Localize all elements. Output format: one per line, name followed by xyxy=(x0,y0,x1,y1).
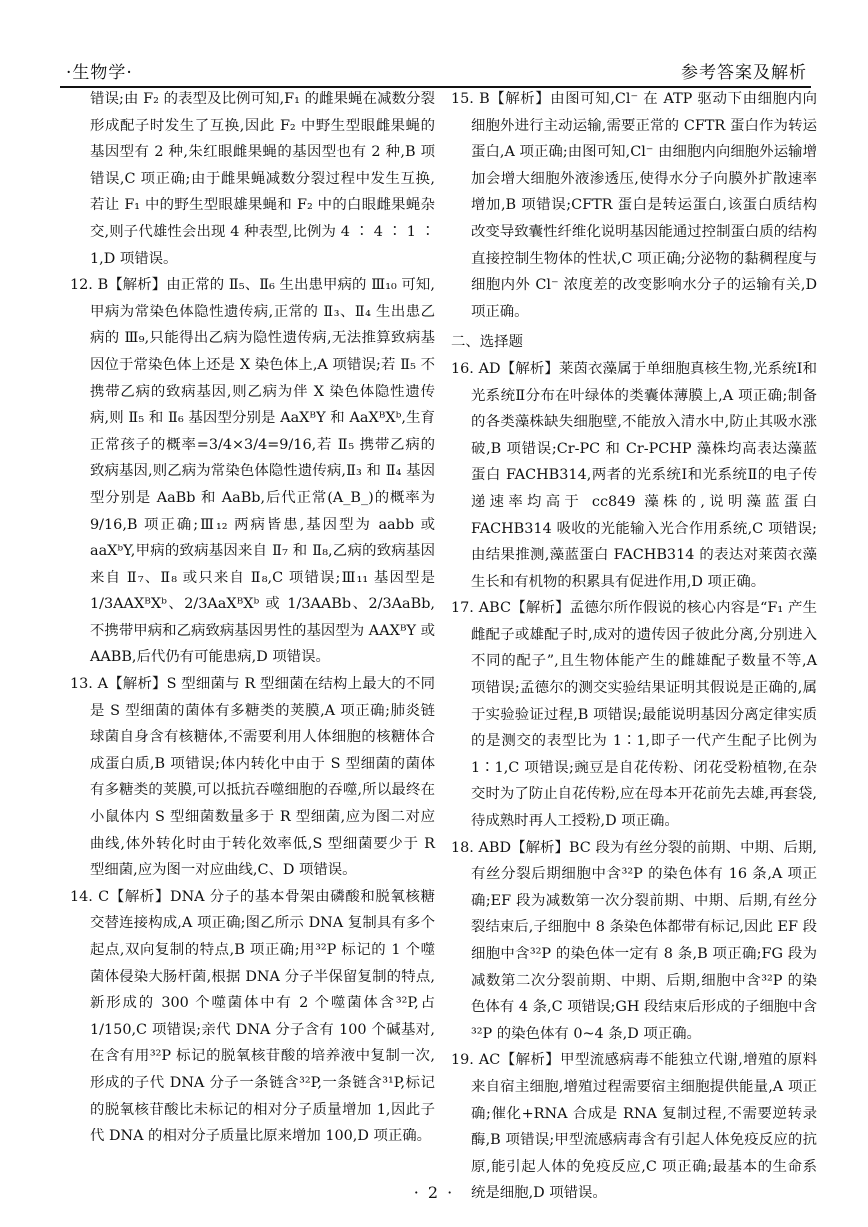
answer-14: 14. C【解析】DNA 分子的基本骨架由磷酸和脱氧核糖交替连接构成,A 项正确;图乙所示 DNA 复制具有多个起点,双向复制的特点,B 项正确;用³²P 标记的 1 个噬菌体侵染大肠杆菌,根据 DNA 分子半保留复制的特点,新形成的 300 个噬菌体中有 2 个噬菌体含³²P,占 1/150,C 项错误;亲代 DNA 分子含有 100 个碱基对,在含有用³²P 标记的脱氧核苷酸的培养液中复制一次,形成的子代 DNA 分子一条链含³²P,一条链含³¹P,标记的脱氧核苷酸比未标记的相对分子质量增加 1,因此子代 DNA 的相对分子质量比原来增加 100,D 项正确。 xyxy=(70,888,435,1145)
subject-label: ·生物学· xyxy=(66,63,133,83)
answer-19: 19. AC【解析】甲型流感病毒不能独立代谢,增殖的原料来自宿主细胞,增殖过程需要宿主细胞提供能量,A 项正确;催化+RNA 合成是 RNA 复制过程,不需要逆转录酶,B 项错误;甲型流感病毒含有引起人体免疫反应的抗原,能引起人体的免疫反应,C 项正确;最基本的生命系统是细胞,D 项错误。 xyxy=(451,1052,817,1202)
left-column xyxy=(70,86,435,1150)
answer-13: 13. A【解析】S 型细菌与 R 型细菌在结构上最大的不同是 S 型细菌的菌体有多糖类的荚膜,A 项正确;肺炎链球菌自身含有核糖体,不需要利用人体细胞的核糖体合成蛋白质,B 项错误;体内转化中由于 S 型细菌的菌体有多糖类的荚膜,可以抵抗吞噬细胞的吞噬,所以最终在小鼠体内 S 型细菌数量多于 R 型细菌,应为图二对应曲线,体外转化时由于转化效率低,S 型细菌要少于 R 型细菌,应为图一对应曲线,C、D 项错误。 xyxy=(70,676,435,879)
answer-12: 12. B【解析】由正常的 Ⅱ₅、Ⅱ₆ 生出患甲病的 Ⅲ₁₀ 可知,甲病为常染色体隐性遗传病,正常的 Ⅱ₃、Ⅱ₄ 生出患乙病的 Ⅲ₉,只能得出乙病为隐性遗传病,无法推算致病基因位于常染色体上还是 X 染色体上,A 项错误;若 Ⅱ₅ 不携带乙病的致病基因,则乙病为伴 X 染色体隐性遗传病,则 Ⅱ₅ 和 Ⅱ₆ 基因型分别是 AaXᴮY 和 AaXᴮXᵇ,生育正常孩子的概率=3/4×3/4=9/16,若 Ⅱ₅ 携带乙病的致病基因,则乙病为常染色体隐性遗传病,Ⅱ₃ 和 Ⅱ₄ 基因型分别是 AaBb 和 AaBb,后代正常(A_B_)的概率为 9/16,B 项正确;Ⅲ₁₂ 两病皆患,基因型为 aabb 或 aaXᵇY,甲病的致病基因来自 Ⅱ₇ 和 Ⅱ₈,乙病的致病基因来自 Ⅱ₇、Ⅱ₈ 或只来自 Ⅱ₈,C 项错误;Ⅲ₁₁ 基因型是 1/3AAXᴮXᵇ、2/3AaXᴮXᵇ 或 1/3AABb、2/3AaBb,不携带甲病和乙病致病基因男性的基因型为 AAXᴮY 或 AABB,后代仍有可能患病,D 项错误。 xyxy=(70,277,435,666)
right-column xyxy=(451,86,817,1207)
answer-11-continued: 错误;由 F₂ 的表型及比例可知,F₁ 的雌果蝇在减数分裂形成配子时发生了互换,因此 F₂ 中野生型眼雌果蝇的基因型有 2 种,朱红眼雌果蝇的基因型也有 2 种,B 项错误,C 项正确;由于雌果蝇减数分裂过程中发生互换,若让 F₁ 中的野生型眼雄果蝇和 F₂ 中的白眼雌果蝇杂交,则子代雄性会出现 4 种表型,比例为 4 ∶ 4 ∶ 1 ∶ 1,D 项错误。 xyxy=(90,91,435,267)
answer-18: 18. ABD【解析】BC 段为有丝分裂的前期、中期、后期,有丝分裂后期细胞中含³²P 的染色体有 16 条,A 项正确;EF 段为减数第一次分裂前期、中期、后期,有丝分裂结束后,子细胞中 8 条染色体都带有标记,因此 EF 段细胞中含³²P 的染色体一定有 8 条,B 项正确;FG 段为减数第二次分裂前期、中期、后期,细胞中含³²P 的染色体有 4 条,C 项错误;GH 段结束后形成的子细胞中含³²P 的染色体有 0~4 条,D 项正确。 xyxy=(451,839,817,1042)
answer-15: 15. B【解析】由图可知,Cl⁻ 在 ATP 驱动下由细胞内向细胞外进行主动运输,需要正常的 CFTR 蛋白作为转运蛋白,A 项正确;由图可知,Cl⁻ 由细胞内向细胞外运输增加会增大细胞外液渗透压,使得水分子向膜外扩散速率增加,B 项错误;CFTR 蛋白是转运蛋白,该蛋白质结构改变导致囊性纤维化说明基因能通过控制蛋白质的结构直接控制生物体的性状,C 项正确;分泌物的黏稠程度与细胞内外 Cl⁻ 浓度差的改变影响水分子的运输有关,D 项正确。 xyxy=(451,91,817,320)
page-number: · 2 · xyxy=(413,1183,455,1202)
page-header xyxy=(60,46,811,88)
answer-17: 17. ABC【解析】孟德尔所作假说的核心内容是“F₁ 产生雌配子或雄配子时,成对的遗传因子彼此分离,分别进入不同的配子”,且生物体能产生的雌雄配子数量不等,A 项错误;孟德尔的测交实验结果证明其假说是正确的,属于实验验证过程,B 项错误;最能说明基因分离定律实质的是测交的表型比为 1∶1,即子一代产生配子比例为 1∶1,C 项错误;豌豆是自花传粉、闭花受粉植物,在杂交时为了防止自花传粉,应在母本开花前先去雄,再套袋,待成熟时再人工授粉,D 项正确。 xyxy=(451,600,817,830)
section-heading-multiple-choice: 二、选择题 xyxy=(451,334,523,351)
section-title: 参考答案及解析 xyxy=(681,63,807,83)
answer-16: 16. AD【解析】莱茵衣藻属于单细胞真核生物,光系统Ⅰ和光系统Ⅱ分布在叶绿体的类囊体薄膜上,A 项正确;制备的各类藻株缺失细胞壁,不能放入清水中,防止其吸水涨破,B 项错误;Cr-PC 和 Cr-PCHP 藻株均高表达藻蓝蛋白 FACHB314,两者的光系统Ⅰ和光系统Ⅱ的电子传递速率均高于 cc849 藻株的,说明藻蓝蛋白 FACHB314 吸收的光能输入光合作用系统,C 项错误;由结果推测,藻蓝蛋白 FACHB314 的表达对莱茵衣藻生长和有机物的积累具有促进作用,D 项正确。 xyxy=(451,360,817,590)
